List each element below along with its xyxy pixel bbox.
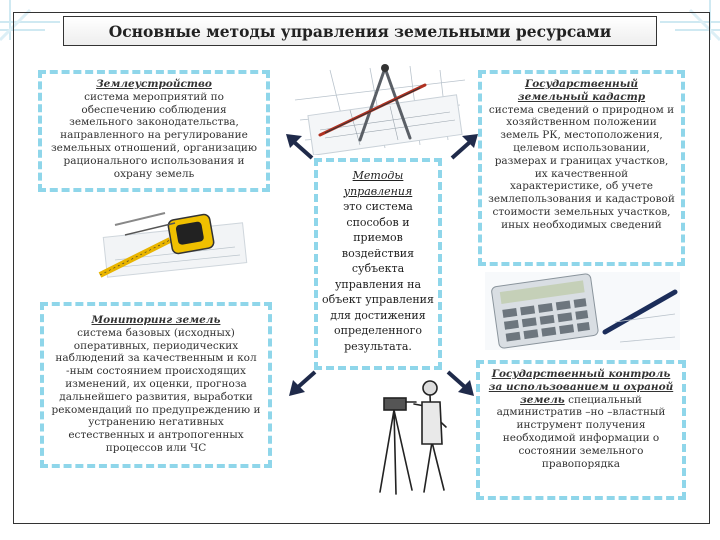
- box-heading: Землеустройство: [96, 78, 212, 90]
- box-kontrol: [476, 360, 686, 500]
- box-body: система базовых (исходных) оперативных, периодических наблюдений за качественным и кол -ным состоянием происходящих изменений, их оценки, прогноза дальнейшего развития, выработки рекомендаций по предупреждению и устранению негативных естественных и антропогенных процессов или ЧС: [51, 326, 261, 454]
- box-heading: Государственный земельный кадастр: [517, 78, 646, 103]
- box-body: система сведений о природном и хозяйственном положении земель РК, местоположения, целевом использовании, размерах и границах участков, их качественной характеристике, об учете землепользования и кадастровой стоимости земельных участков, иных необходимых сведений: [488, 103, 675, 231]
- center-heading: Методы управления: [343, 169, 413, 198]
- box-body: система мероприятий по обеспечению соблюдения земельного законодательства, направленного на регулирование земельных отношений, организацию рационального использования и охрану земель: [50, 90, 258, 180]
- center-box: [314, 158, 442, 370]
- box-heading: Мониторинг земель: [91, 314, 221, 326]
- box-zemleustroystvo: [38, 70, 270, 192]
- arrow-to-kadastr-icon: [444, 130, 484, 164]
- box-heading: Государственный контроль за использованием и охраной земель: [488, 368, 674, 406]
- arrow-to-monitoring-icon: [283, 366, 323, 400]
- box-monitoring: [40, 302, 272, 468]
- calculator-icon: [485, 272, 680, 350]
- arrow-to-kontrol-icon: [440, 366, 480, 400]
- arrow-to-zemleustroystvo-icon: [280, 130, 320, 164]
- tape-measure-icon: [95, 205, 255, 285]
- box-kadastr: [478, 70, 685, 266]
- box-body: специальный административ –но –властный инструмент получения необходимой информации о состоянии земельного правопорядка: [496, 393, 666, 470]
- page-title: Основные методы управления земельными ресурсами: [63, 16, 657, 46]
- center-body: это система способов и приемов воздействия субъекта управления на объект управления для достижения определенного результата.: [322, 200, 434, 353]
